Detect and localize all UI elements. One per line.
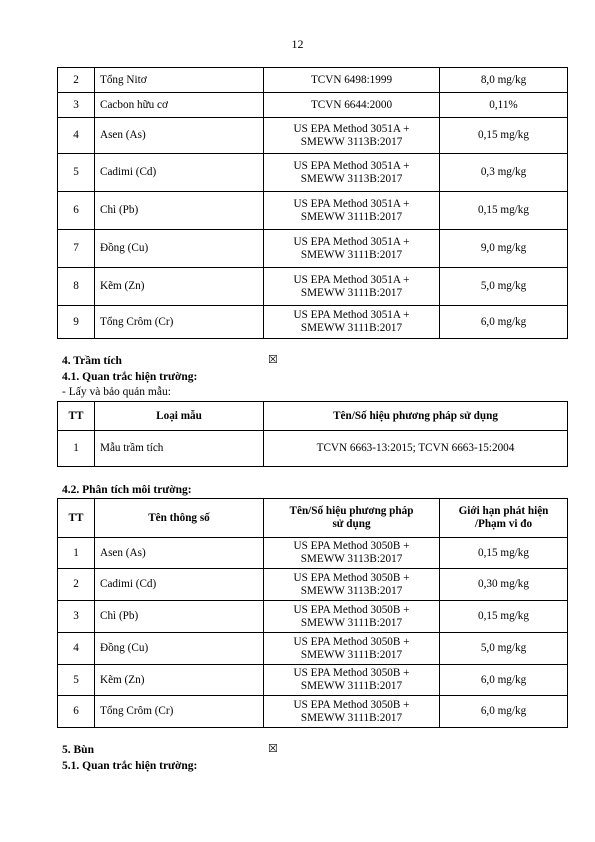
method-cell <box>264 306 440 339</box>
parameter-name: Kẽm (Zn) <box>95 268 264 306</box>
row-number: 4 <box>58 118 95 154</box>
table-row <box>58 192 568 230</box>
method-cell <box>264 118 440 154</box>
header-line: sử dụng <box>332 518 371 530</box>
sediment-analysis-table <box>57 498 568 728</box>
row-number: 1 <box>58 431 95 467</box>
detection-limit: 5,0 mg/kg <box>440 268 568 306</box>
table-row <box>58 68 568 93</box>
method-line: US EPA Method 3050B + <box>293 667 410 679</box>
table-row <box>58 633 568 665</box>
section-5-title: 5. Bùn <box>62 744 94 756</box>
method-cell <box>264 633 440 665</box>
checked-box-icon: ☒ <box>268 743 278 755</box>
detection-limit: 0,3 mg/kg <box>440 154 568 192</box>
method-line: SMEWW 3113B:2017 <box>300 135 403 148</box>
detection-limit: 6,0 mg/kg <box>440 306 568 339</box>
detection-limit: 8,0 mg/kg <box>440 68 568 93</box>
table-row <box>58 118 568 154</box>
detection-limit: 0,15 mg/kg <box>440 601 568 633</box>
detection-limit: 5,0 mg/kg <box>440 633 568 665</box>
row-number: 1 <box>58 538 95 569</box>
parameter-name: Chì (Pb) <box>95 601 264 633</box>
method-cell <box>264 696 440 728</box>
method-line: SMEWW 3111B:2017 <box>300 322 403 334</box>
table-row <box>58 696 568 728</box>
table-row <box>58 306 568 339</box>
method-line: SMEWW 3111B:2017 <box>300 711 403 724</box>
method-line: SMEWW 3111B:2017 <box>300 648 403 661</box>
table-row <box>58 230 568 268</box>
method-line: US EPA Method 3051A + <box>293 159 410 172</box>
row-number: 2 <box>58 68 95 93</box>
method-line: US EPA Method 3050B + <box>293 603 410 616</box>
parameter-name: Asen (As) <box>95 538 264 569</box>
parameter-name: Đồng (Cu) <box>95 633 264 665</box>
method-line: SMEWW 3113B:2017 <box>300 584 403 597</box>
row-number: 3 <box>58 93 95 118</box>
table-row <box>58 538 568 569</box>
analysis-table-continued <box>57 67 568 339</box>
header-line: Giới hạn phát hiện <box>458 505 549 517</box>
method-line: US EPA Method 3051A + <box>293 309 410 321</box>
table-row <box>58 569 568 601</box>
detection-limit: 0,15 mg/kg <box>440 192 568 230</box>
parameter-name: Chì (Pb) <box>95 192 264 230</box>
header-sample-type: Loại mẫu <box>95 402 264 431</box>
parameter-name: Đồng (Cu) <box>95 230 264 268</box>
table-row <box>58 268 568 306</box>
parameter-name: Cacbon hữu cơ <box>95 93 264 118</box>
method-line: SMEWW 3111B:2017 <box>300 616 403 629</box>
header-detection-limit <box>440 499 568 538</box>
checked-box-icon: ☒ <box>268 354 278 366</box>
section-4-1-title: 4.1. Quan trắc hiện trường: <box>62 371 198 383</box>
header-method <box>264 499 440 538</box>
header-tt: TT <box>58 499 95 538</box>
row-number: 6 <box>58 696 95 728</box>
method-line: SMEWW 3111B:2017 <box>300 286 403 299</box>
table-header-row <box>58 402 568 431</box>
detection-limit: 0,15 mg/kg <box>440 538 568 569</box>
method-cell <box>264 665 440 696</box>
method-cell: TCVN 6663-13:2015; TCVN 6663-15:2004 <box>264 431 568 467</box>
parameter-name: Tổng Crôm (Cr) <box>95 306 264 339</box>
row-number: 4 <box>58 633 95 665</box>
row-number: 5 <box>58 154 95 192</box>
detection-limit: 0,30 mg/kg <box>440 569 568 601</box>
method-line: SMEWW 3111B:2017 <box>300 210 403 223</box>
detection-limit: 0,15 mg/kg <box>440 118 568 154</box>
method-line: US EPA Method 3050B + <box>293 698 410 711</box>
row-number: 6 <box>58 192 95 230</box>
row-number: 3 <box>58 601 95 633</box>
method-line: US EPA Method 3050B + <box>293 635 410 648</box>
sampling-method-table <box>57 401 568 467</box>
parameter-name: Tổng Crôm (Cr) <box>95 696 264 728</box>
method-line: US EPA Method 3050B + <box>293 540 410 552</box>
method-cell <box>264 93 440 118</box>
parameter-name: Kẽm (Zn) <box>95 665 264 696</box>
method-line: SMEWW 3111B:2017 <box>300 248 403 261</box>
row-number: 5 <box>58 665 95 696</box>
method-line: SMEWW 3113B:2017 <box>300 553 403 565</box>
method-line: TCVN 6498:1999 <box>310 73 393 86</box>
table-row <box>58 154 568 192</box>
detection-limit: 9,0 mg/kg <box>440 230 568 268</box>
detection-limit: 6,0 mg/kg <box>440 665 568 696</box>
section-5-1-title: 5.1. Quan trắc hiện trường: <box>62 760 198 772</box>
table-row <box>58 93 568 118</box>
detection-limit: 6,0 mg/kg <box>440 696 568 728</box>
parameter-name: Asen (As) <box>95 118 264 154</box>
method-cell <box>264 569 440 601</box>
section-4-title: 4. Trầm tích <box>62 355 122 367</box>
method-line: SMEWW 3111B:2017 <box>300 680 403 692</box>
sampling-note: - Lấy và bảo quản mẫu: <box>62 386 171 398</box>
row-number: 8 <box>58 268 95 306</box>
method-cell <box>264 68 440 93</box>
method-cell <box>264 601 440 633</box>
row-number: 7 <box>58 230 95 268</box>
header-tt: TT <box>58 402 95 431</box>
table-row <box>58 601 568 633</box>
method-cell <box>264 268 440 306</box>
sample-type: Mẫu trầm tích <box>95 431 264 467</box>
row-number: 2 <box>58 569 95 601</box>
method-cell <box>264 192 440 230</box>
parameter-name: Cadimi (Cd) <box>95 569 264 601</box>
parameter-name: Cadimi (Cd) <box>95 154 264 192</box>
header-line: Tên/Số hiệu phương pháp <box>289 505 414 517</box>
method-line: TCVN 6644:2000 <box>310 98 393 111</box>
method-line: US EPA Method 3051A + <box>293 197 410 210</box>
method-line: SMEWW 3113B:2017 <box>300 172 403 185</box>
table-header-row <box>58 499 568 538</box>
section-4-2-title: 4.2. Phân tích môi trường: <box>62 484 192 496</box>
header-parameter: Tên thông số <box>95 499 264 538</box>
method-line: US EPA Method 3051A + <box>293 122 410 135</box>
page-number: 12 <box>291 37 304 51</box>
table-row <box>58 431 568 467</box>
method-line: US EPA Method 3051A + <box>293 235 410 248</box>
parameter-name: Tổng Nitơ <box>95 68 264 93</box>
method-cell <box>264 230 440 268</box>
method-line: US EPA Method 3051A + <box>293 273 410 286</box>
method-cell <box>264 538 440 569</box>
header-line: /Phạm vi đo <box>474 518 533 530</box>
header-method: Tên/Số hiệu phương pháp sử dụng <box>264 402 568 431</box>
table-row <box>58 665 568 696</box>
method-cell <box>264 154 440 192</box>
detection-limit: 0,11% <box>440 93 568 118</box>
row-number: 9 <box>58 306 95 339</box>
method-line: US EPA Method 3050B + <box>293 571 410 584</box>
